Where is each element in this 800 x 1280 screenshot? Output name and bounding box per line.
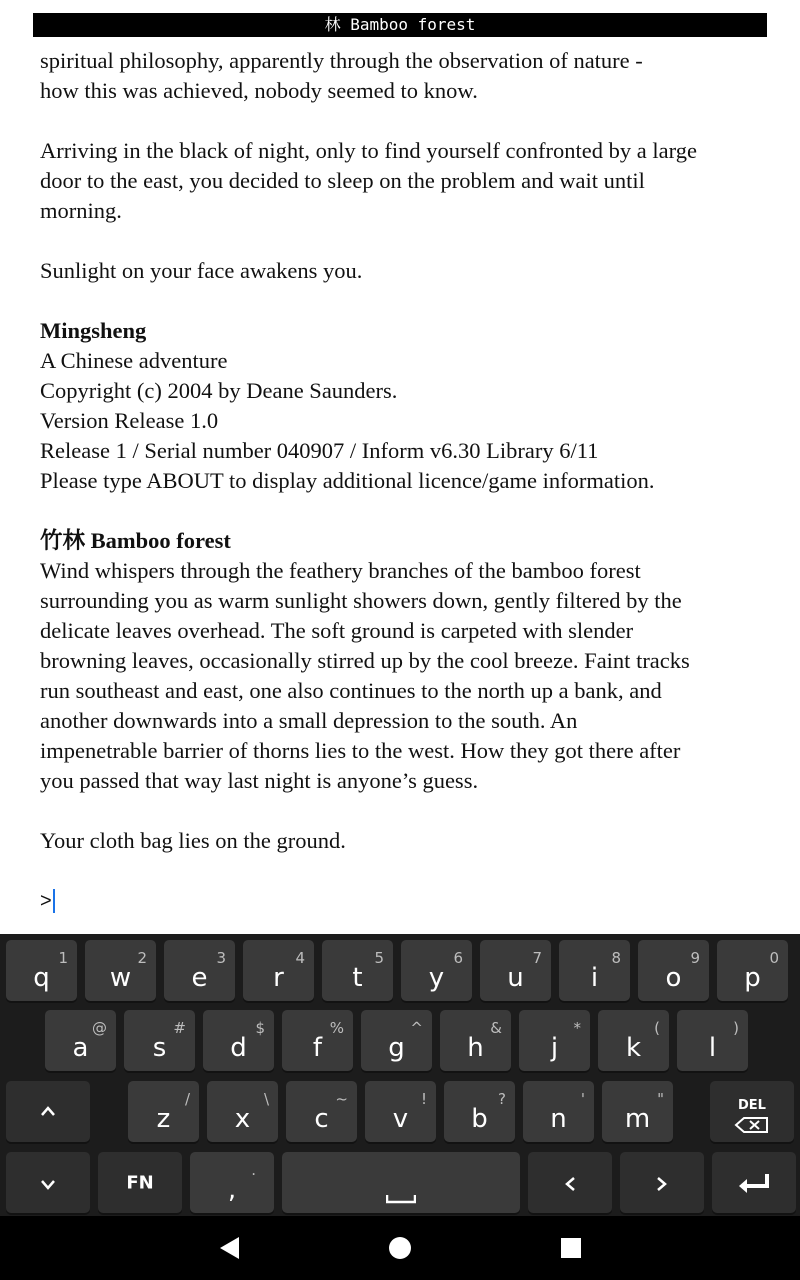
about-hint: Please type ABOUT to display additional licence/game information.: [40, 468, 655, 493]
enter-icon: [737, 1172, 771, 1194]
room-desc-line: Wind whispers through the feathery branches of the bamboo forest: [40, 558, 641, 583]
cursor-left-key[interactable]: [528, 1152, 612, 1213]
key-o[interactable]: 9 o: [638, 940, 709, 1001]
back-icon[interactable]: [216, 1234, 244, 1262]
status-title: 林 Bamboo forest: [324, 15, 476, 34]
room-desc-line: another downwards into a small depression to the south. An: [40, 708, 578, 733]
key-s[interactable]: # s: [124, 1010, 195, 1071]
space-icon: [386, 1194, 416, 1204]
key-l[interactable]: ) l: [677, 1010, 748, 1071]
hide-keyboard-key[interactable]: [6, 1152, 90, 1213]
cursor-right-key[interactable]: [620, 1152, 704, 1213]
chevron-right-icon: [656, 1176, 668, 1192]
key-i[interactable]: 8 i: [559, 940, 630, 1001]
chevron-down-icon: [40, 1178, 56, 1190]
story-line: spiritual philosophy, apparently through the observation of nature -: [40, 48, 643, 73]
room-desc-line: you passed that way last night is anyone’s guess.: [40, 768, 479, 793]
space-key[interactable]: [282, 1152, 520, 1213]
soft-keyboard: [0, 934, 800, 1216]
room-title: 竹林 Bamboo forest: [40, 528, 231, 553]
key-a[interactable]: @ a: [45, 1010, 116, 1071]
key-m[interactable]: " m: [602, 1081, 673, 1142]
key-z[interactable]: / z: [128, 1081, 199, 1142]
key-w[interactable]: 2 w: [85, 940, 156, 1001]
story-output: [40, 46, 770, 916]
delete-label: DEL: [738, 1098, 766, 1113]
recents-icon[interactable]: [557, 1234, 585, 1262]
status-bar: [33, 13, 767, 37]
key-d[interactable]: $ d: [203, 1010, 274, 1071]
key-c[interactable]: ~ c: [286, 1081, 357, 1142]
key-j[interactable]: * j: [519, 1010, 590, 1071]
key-b[interactable]: ? b: [444, 1081, 515, 1142]
command-input[interactable]: [40, 886, 770, 916]
room-desc-line: browning leaves, occasionally stirred up by the cool breeze. Faint tracks: [40, 648, 690, 673]
home-icon[interactable]: [386, 1234, 414, 1262]
version-line: Version Release 1.0: [40, 408, 219, 433]
enter-key[interactable]: [712, 1152, 796, 1213]
backspace-icon: [734, 1116, 770, 1134]
key-p[interactable]: 0 p: [717, 940, 788, 1001]
room-desc-line: impenetrable barrier of thorns lies to the west. How they got there after: [40, 738, 681, 763]
shift-up-icon: [40, 1105, 56, 1117]
copyright-line: Copyright (c) 2004 by Deane Saunders.: [40, 378, 398, 403]
object-line: Your cloth bag lies on the ground.: [40, 828, 346, 853]
key-v[interactable]: ! v: [365, 1081, 436, 1142]
key-n[interactable]: ' n: [523, 1081, 594, 1142]
key-f[interactable]: % f: [282, 1010, 353, 1071]
key-e[interactable]: 3 e: [164, 940, 235, 1001]
story-line: morning.: [40, 198, 122, 223]
room-desc-line: surrounding you as warm sunlight showers down, gently filtered by the: [40, 588, 682, 613]
key-g[interactable]: ^ g: [361, 1010, 432, 1071]
story-line: Sunlight on your face awakens you.: [40, 258, 363, 283]
fn-label: FN: [126, 1172, 154, 1193]
key-h[interactable]: & h: [440, 1010, 511, 1071]
delete-key[interactable]: [710, 1081, 794, 1142]
key-r[interactable]: 4 r: [243, 940, 314, 1001]
key-u[interactable]: 7 u: [480, 940, 551, 1001]
chevron-left-icon: [564, 1176, 576, 1192]
fn-key[interactable]: [98, 1152, 182, 1213]
key-k[interactable]: ( k: [598, 1010, 669, 1071]
story-line: door to the east, you decided to sleep on the problem and wait until: [40, 168, 645, 193]
key-y[interactable]: 6 y: [401, 940, 472, 1001]
story-line: Arriving in the black of night, only to find yourself confronted by a large: [40, 138, 697, 163]
game-title: Mingsheng: [40, 318, 147, 343]
key-comma[interactable]: . ,: [190, 1152, 274, 1213]
release-line: Release 1 / Serial number 040907 / Inform v6.30 Library 6/11: [40, 438, 599, 463]
game-subtitle: A Chinese adventure: [40, 348, 228, 373]
room-desc-line: delicate leaves overhead. The soft ground is carpeted with slender: [40, 618, 634, 643]
story-line: how this was achieved, nobody seemed to know.: [40, 78, 478, 103]
key-t[interactable]: 5 t: [322, 940, 393, 1001]
prompt-symbol: >: [40, 890, 52, 912]
key-q[interactable]: 1 q: [6, 940, 77, 1001]
shift-key[interactable]: [6, 1081, 90, 1142]
room-desc-line: run southeast and east, one also continues to the north up a bank, and: [40, 678, 662, 703]
key-x[interactable]: \ x: [207, 1081, 278, 1142]
system-nav-bar: [0, 1216, 800, 1280]
text-cursor: [53, 889, 55, 913]
